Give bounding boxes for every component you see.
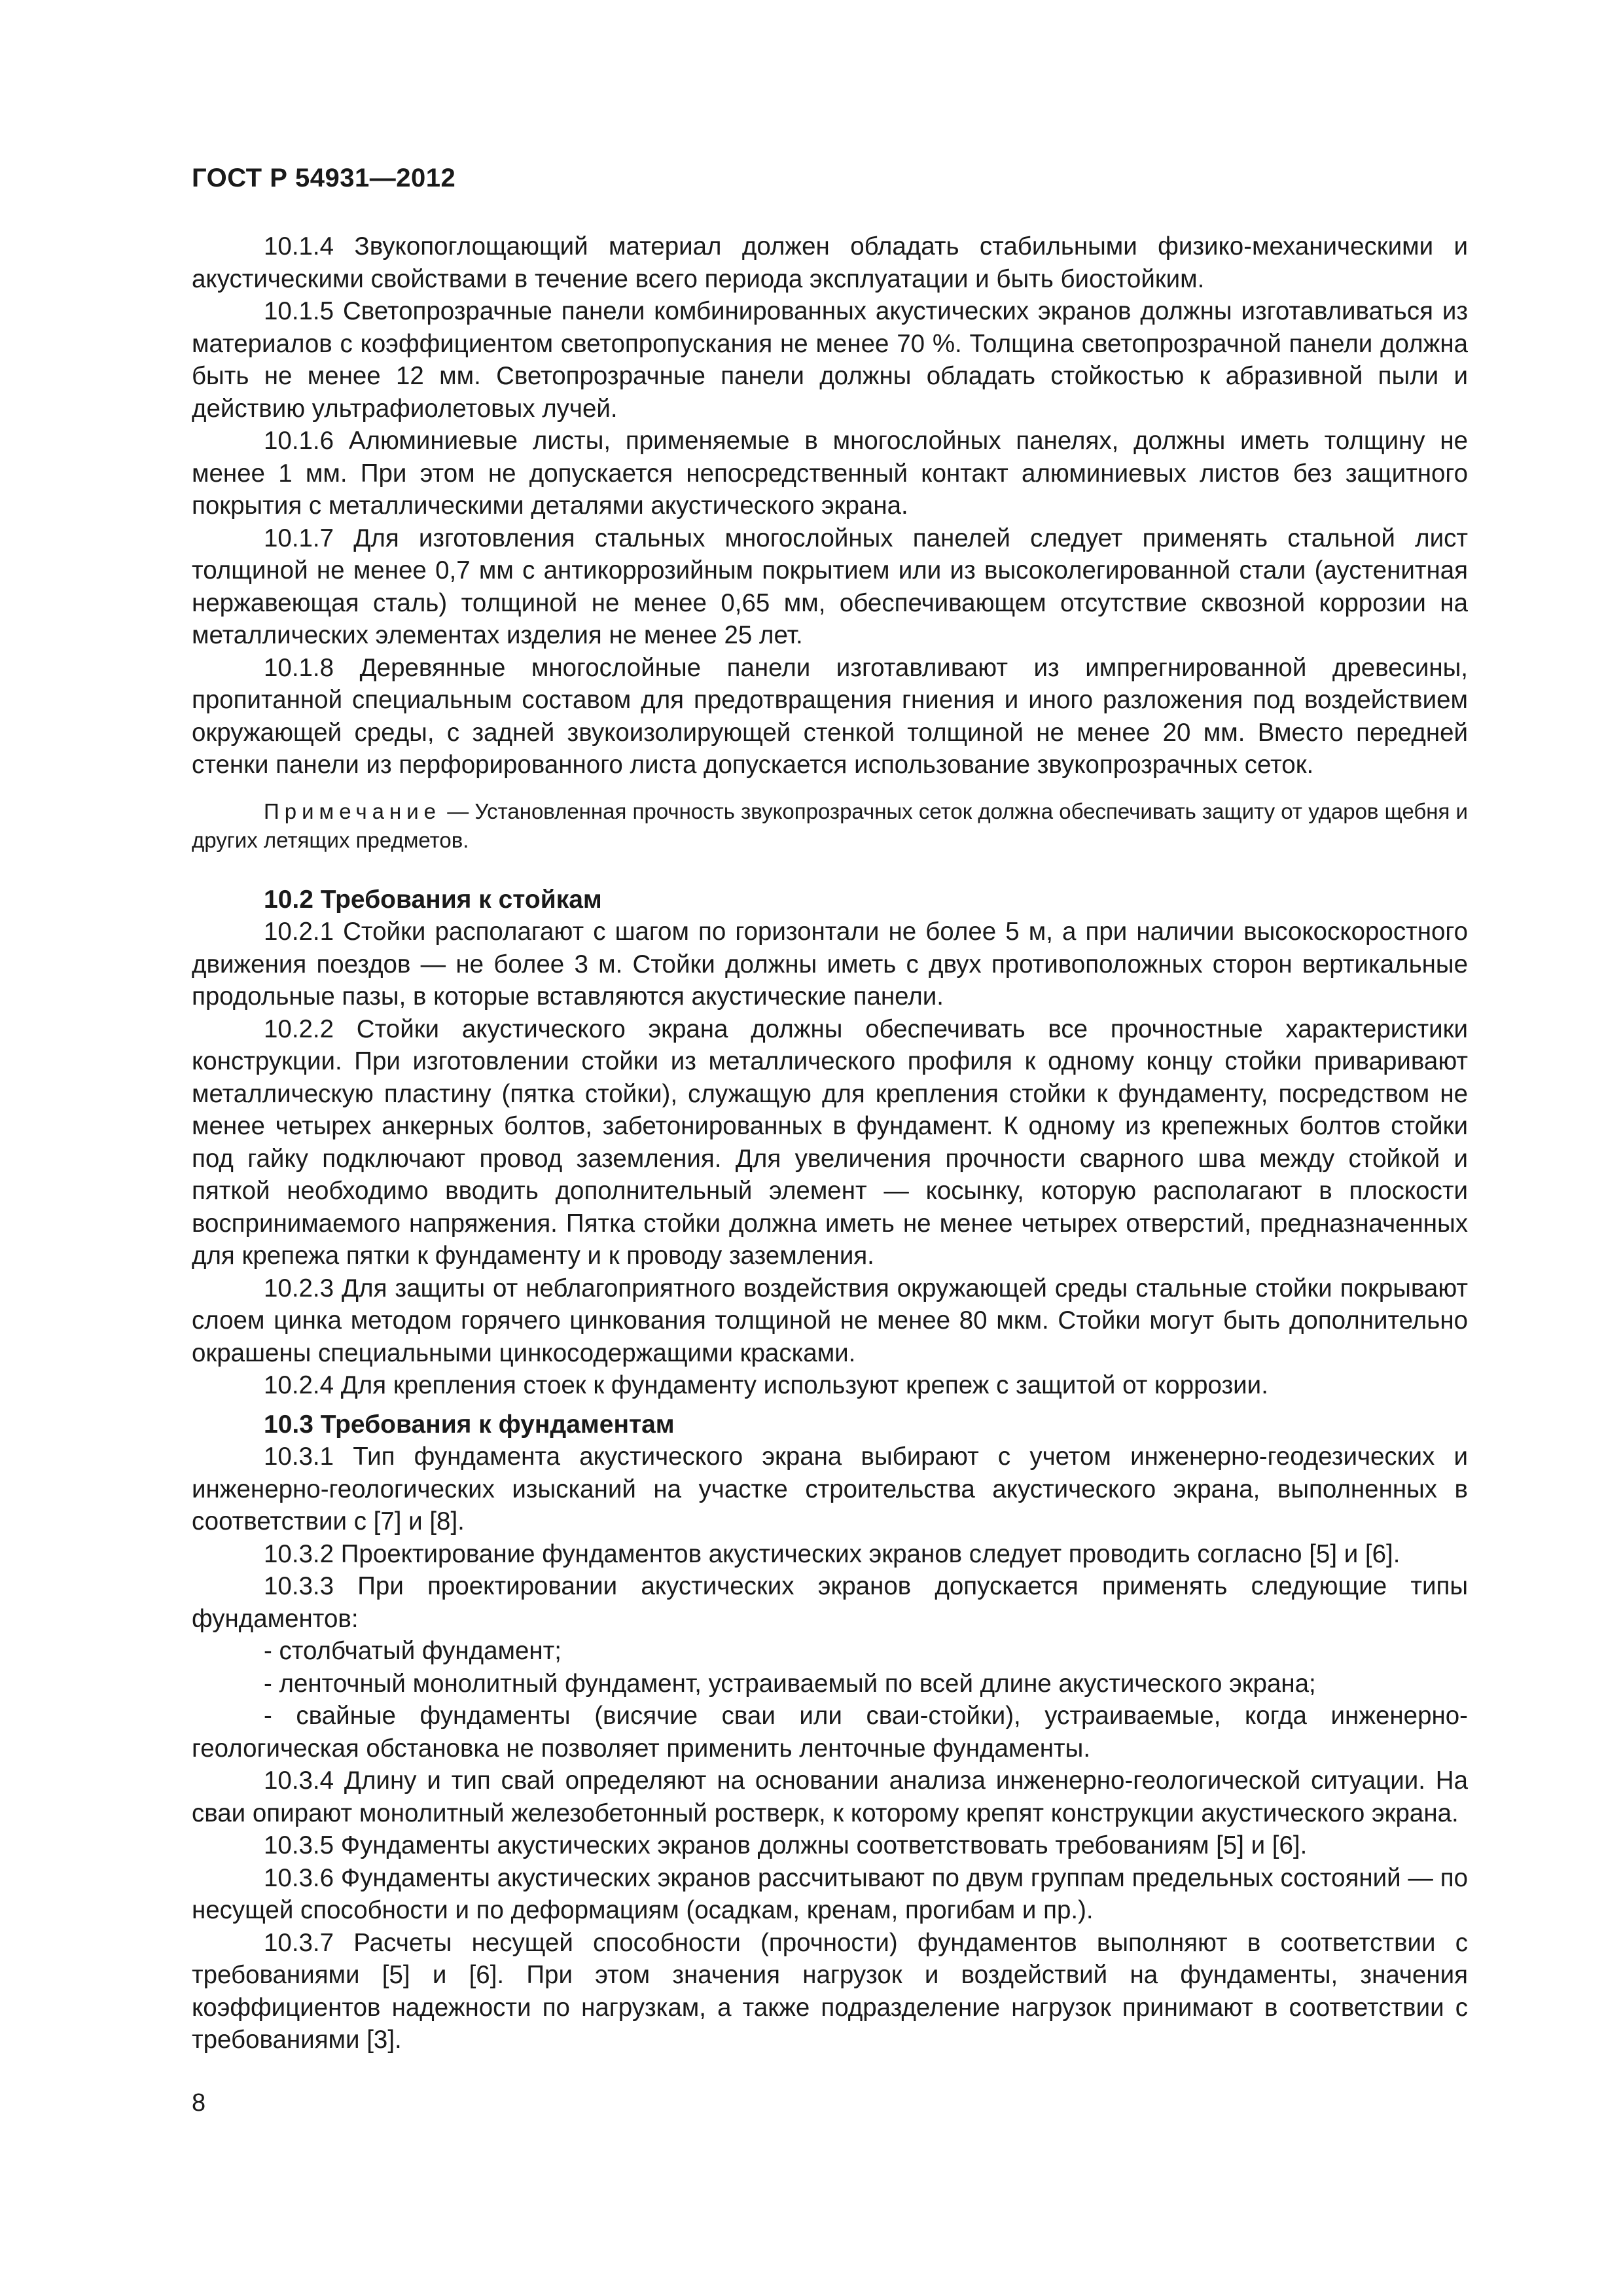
paragraph-10-1-7: 10.1.7 Для изготовления стальных многослойных панелей следует применять стальной лист толщиной не менее 0,7 мм с антикоррозийным покрытием или из высоколегированной стали (аустенитная нержавеющая сталь) толщиной не менее 0,65 мм, обеспечивающем отсутствие сквозной коррозии на металлических элементах изделия не менее 25 лет. bbox=[192, 524, 1468, 649]
page-number: 8 bbox=[192, 2089, 206, 2117]
paragraph-10-3-7: 10.3.7 Расчеты несущей способности (прочности) фундаментов выполняют в соответствии с требованиями [5] и [6]. При этом значения нагрузок и воздействий на фундаменты, значения коэффициентов надежности по нагрузкам, а также подразделение нагрузок принимают в соответствии с требованиями [3]. bbox=[192, 1928, 1468, 2054]
paragraph-10-3-2: 10.3.2 Проектирование фундаментов акустических экранов следует проводить согласно [5] и [6]. bbox=[264, 1539, 1400, 1568]
paragraph-10-1-4: 10.1.4 Звукопоглощающий материал должен обладать стабильными физико-механическими и акустическими свойствами в течение всего периода эксплуатации и быть биостойким. bbox=[192, 232, 1468, 293]
paragraph-10-3-3: 10.3.3 При проектировании акустических экранов допускается применять следующие типы фундаментов: bbox=[192, 1572, 1468, 1633]
list-item-column-foundation: - столбчатый фундамент; bbox=[264, 1637, 562, 1665]
note bbox=[192, 797, 1468, 855]
list-item-pile-foundation: - свайные фундаменты (висячие сваи или сваи-стойки), устраиваемые, когда инженерно-геологическая обстановка не позволяет применить ленточные фундаменты. bbox=[192, 1702, 1468, 1763]
paragraph-10-3-6: 10.3.6 Фундаменты акустических экранов рассчитывают по двум группам предельных состояний — по несущей способности и по деформациям (осадкам, кренам, прогибам и пр.). bbox=[192, 1863, 1468, 1924]
heading-10-2: 10.2 Требования к стойкам bbox=[264, 885, 602, 914]
document-body bbox=[192, 230, 1468, 2056]
paragraph-10-2-2: 10.2.2 Стойки акустического экрана должны обеспечивать все прочностные характеристики конструкции. При изготовлении стойки из металлического профиля к одному концу стойки приваривают металлическую пластину (пятка стойки), служащую для крепления стойки к фундаменту, посредством не менее четырех анкерных болтов, забетонированных в фундамент. К одному из крепежных болтов стойки под гайку подключают провод заземления. Для увеличения прочности сварного шва между стойкой и пяткой необходимо вводить дополнительный элемент — косынку, которую располагают в плоскости воспринимаемого напряжения. Пятка стойки должна иметь не менее четырех отверстий, предназначенных для крепежа пятки к фундаменту и к проводу заземления. bbox=[192, 1014, 1468, 1270]
list-item-strip-foundation: - ленточный монолитный фундамент, устраиваемый по всей длине акустического экрана; bbox=[264, 1669, 1316, 1698]
paragraph-10-1-6: 10.1.6 Алюминиевые листы, применяемые в многослойных панелях, должны иметь толщину не менее 1 мм. При этом не допускается непосредственный контакт алюминиевых листов без защитного покрытия с металлическими деталями акустического экрана. bbox=[192, 427, 1468, 520]
paragraph-10-1-8: 10.1.8 Деревянные многослойные панели изготавливают из импрегнированной древесины, пропитанной специальным составом для предотвращения гниения и иного разложения под воздействием окружающей среды, с задней звукоизолирующей стенкой толщиной не менее 20 мм. Вместо передней стенки панели из перфорированного листа допускается использование звукопрозрачных сеток. bbox=[192, 653, 1468, 779]
paragraph-10-2-4: 10.2.4 Для крепления стоек к фундаменту используют крепеж с защитой от коррозии. bbox=[264, 1371, 1268, 1399]
paragraph-10-1-5: 10.1.5 Светопрозрачные панели комбинированных акустических экранов должны изготавливаться из материалов с коэффициентом светопропускания не менее 70 %. Толщина светопрозрачной панели должна быть не менее 12 мм. Светопрозрачные панели должны обладать стойкостью к абразивной пыли и действию ультрафиолетовых лучей. bbox=[192, 297, 1468, 423]
paragraph-10-3-4: 10.3.4 Длину и тип свай определяют на основании анализа инженерно-геологической ситуации. На сваи опирают монолитный железобетонный ростверк, к которому крепят конструкции акустического экрана. bbox=[192, 1767, 1468, 1827]
paragraph-10-2-1: 10.2.1 Стойки располагают с шагом по горизонтали не более 5 м, а при наличии высокоскоростного движения поездов — не более 3 м. Стойки должны иметь с двух противоположных сторон вертикальные продольные пазы, в которые вставляются акустические панели. bbox=[192, 918, 1468, 1011]
paragraph-10-3-1: 10.3.1 Тип фундамента акустического экрана выбирают с учетом инженерно-геодезических и инженерно-геологических изысканий на участке строительства акустического экрана, выполненных в соответствии с [7] и [8]. bbox=[192, 1443, 1468, 1535]
standard-designation: ГОСТ Р 54931—2012 bbox=[192, 164, 456, 192]
paragraph-10-2-3: 10.2.3 Для защиты от неблагоприятного воздействия окружающей среды стальные стойки покрывают слоем цинка методом горячего цинкования толщиной не менее 80 мкм. Стойки могут быть дополнительно окрашены специальными цинкосодержащими красками. bbox=[192, 1274, 1468, 1367]
note-label: Примечание bbox=[264, 798, 442, 823]
heading-10-3: 10.3 Требования к фундаментам bbox=[264, 1410, 675, 1439]
paragraph-10-3-5: 10.3.5 Фундаменты акустических экранов должны соответствовать требованиям [5] и [6]. bbox=[264, 1831, 1308, 1859]
note-text: — Установленная прочность звукопрозрачных сеток должна обеспечивать защиту от ударов щебня и других летящих предметов. bbox=[192, 798, 1468, 852]
